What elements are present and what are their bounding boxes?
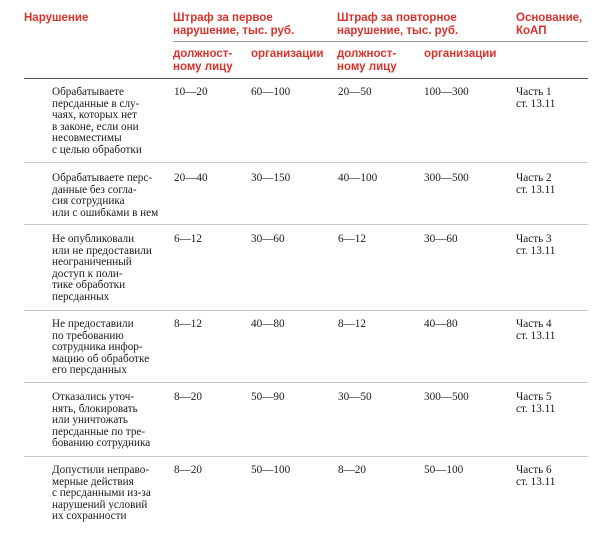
organization-repeat-cell: 30—60	[424, 233, 458, 245]
organization-first-cell: 30—60	[251, 233, 285, 245]
organization-first-cell: 60—100	[251, 86, 291, 98]
violation-cell: Не предоставили по требованию сотрудника инфор- мацию об обработке его персданных	[52, 318, 150, 377]
official-first-cell: 10—20	[174, 86, 208, 98]
basis-cell: Часть 6 ст. 13.11	[516, 464, 556, 488]
header-violation: Нарушение	[24, 12, 89, 24]
header-official-repeat: должност- ному лицу	[337, 48, 397, 73]
violation-cell: Обрабатываете перс- данные без согла- сия сотрудника или с ошибками в нем	[52, 172, 159, 219]
organization-repeat-cell: 100—300	[424, 86, 469, 98]
organization-first-cell: 50—100	[251, 464, 291, 476]
organization-repeat-cell: 50—100	[424, 464, 464, 476]
basis-cell: Часть 2 ст. 13.11	[516, 172, 556, 196]
header-organization-repeat: организации	[424, 48, 497, 60]
header-organization-first: организации	[251, 48, 324, 60]
organization-first-cell: 50—90	[251, 391, 285, 403]
official-repeat-cell: 30—50	[338, 391, 372, 403]
violation-cell: Не опубликовали или не предоставили неограниченный доступ к поли- тике обработки персданных	[52, 233, 152, 303]
organization-repeat-cell: 300—500	[424, 172, 469, 184]
official-repeat-cell: 8—12	[338, 318, 366, 330]
official-first-cell: 8—20	[174, 391, 202, 403]
row-divider	[24, 162, 588, 163]
basis-cell: Часть 4 ст. 13.11	[516, 318, 556, 342]
organization-repeat-cell: 40—80	[424, 318, 458, 330]
official-first-cell: 20—40	[174, 172, 208, 184]
official-first-cell: 6—12	[174, 233, 202, 245]
violation-cell: Отказались уточ- нять, блокировать или уничтожать персданные по тре- бованию сотрудника	[52, 391, 151, 450]
organization-first-cell: 40—80	[251, 318, 285, 330]
official-repeat-cell: 40—100	[338, 172, 378, 184]
organization-repeat-cell: 300—500	[424, 391, 469, 403]
official-repeat-cell: 8—20	[338, 464, 366, 476]
header-official-first: должност- ному лицу	[173, 48, 233, 73]
violation-cell: Допустили неправо- мерные действия с персданными из-за нарушений условий их сохранности	[52, 464, 151, 523]
row-divider	[24, 310, 588, 311]
header-basis: Основание, КоАП	[516, 12, 583, 37]
official-first-cell: 8—12	[174, 318, 202, 330]
basis-cell: Часть 3 ст. 13.11	[516, 233, 556, 257]
row-divider	[24, 382, 588, 383]
official-repeat-cell: 6—12	[338, 233, 366, 245]
official-first-cell: 8—20	[174, 464, 202, 476]
header-repeat-fine: Штраф за повторное нарушение, тыс. руб.	[337, 12, 459, 37]
violation-cell: Обрабатываете персданные в слу- чаях, которых нет в законе, если они несовместимы с целью обработки	[52, 86, 142, 156]
basis-cell: Часть 5 ст. 13.11	[516, 391, 556, 415]
header-first-fine: Штраф за первое нарушение, тыс. руб.	[173, 12, 295, 37]
row-divider	[24, 224, 588, 225]
row-divider	[24, 456, 588, 457]
official-repeat-cell: 20—50	[338, 86, 372, 98]
basis-cell: Часть 1 ст. 13.11	[516, 86, 556, 110]
header-bottom-rule	[24, 78, 588, 79]
organization-first-cell: 30—150	[251, 172, 291, 184]
header-group-rule	[173, 41, 588, 42]
